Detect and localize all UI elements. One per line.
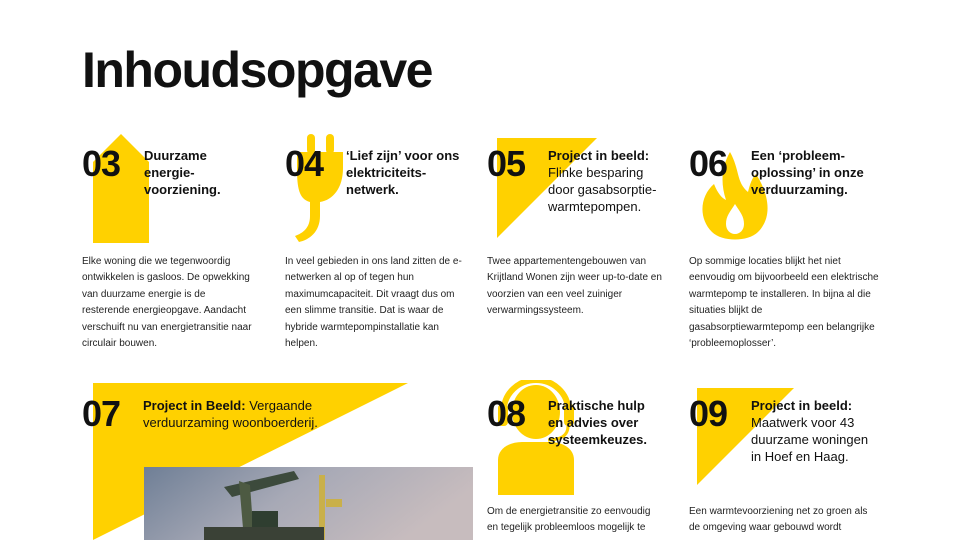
- toc-number: 06: [689, 143, 728, 184]
- toc-description: Om de energietransitie zo eenvoudig en tegelijk probleemloos mogelijk te: [487, 506, 651, 534]
- toc-heading-text: Flinke besparing door gasabsorptie-warmtepompen.: [548, 165, 657, 214]
- toc-heading-bold: Een ‘probleem-oplossing’ in onze verduurzaming.: [751, 148, 864, 197]
- toc-heading: [548, 147, 673, 215]
- toc-number: 08: [487, 393, 526, 434]
- toc-heading-bold: Project in beeld:: [548, 148, 650, 163]
- toc-heading: [548, 397, 663, 448]
- toc-number: 03: [82, 143, 121, 184]
- toc-heading-bold: Project in Beeld:: [143, 398, 246, 413]
- toc-description: Twee appartementengebouwen van Krijtland Wonen zijn weer up-to-date en voorzien van een veel zuiniger verwarmingssysteem.: [487, 256, 662, 317]
- toc-number: 05: [487, 143, 526, 184]
- project-photo: [144, 467, 473, 540]
- toc-description: Een warmtevoorziening net zo groen als de omgeving waar gebouwd wordt: [689, 506, 868, 534]
- toc-description: In veel gebieden in ons land zitten de e-netwerken al op of tegen hun maximumcapaciteit. Dit vraagt dus om een slimme transitie. Dat is waar de hybride warmtepompinstallatie kan helpen.: [285, 256, 462, 350]
- toc-heading: [751, 147, 876, 198]
- toc-heading-text: Vergaande verduurzaming woonboerderij.: [143, 398, 318, 430]
- toc-number: 07: [82, 393, 121, 434]
- toc-heading-bold: Project in beeld:: [751, 398, 853, 413]
- toc-heading: [144, 147, 254, 198]
- toc-description: Elke woning die we tegenwoordig ontwikkelen is gasloos. De opwekking van duurzame energie is de resterende energieopgave. Aandacht verschuift nu van energietransitie naar circulair bouwen.: [82, 256, 252, 350]
- toc-heading: [346, 147, 471, 198]
- toc-number: 04: [285, 143, 324, 184]
- toc-heading: [751, 397, 881, 465]
- toc-heading-bold: Praktische hulp en advies over systeemkeuzes.: [548, 398, 648, 447]
- page-title: Inhoudsopgave: [82, 42, 432, 98]
- toc-heading-text: Maatwerk voor 43 duurzame woningen in Hoef en Haag.: [751, 415, 869, 464]
- toc-heading: [143, 397, 343, 431]
- toc-heading-bold: ‘Lief zijn’ voor ons elektriciteits-netwerk.: [346, 148, 460, 197]
- toc-heading-bold: Duurzame energie-voorziening.: [144, 148, 221, 197]
- toc-number: 09: [689, 393, 728, 434]
- toc-description: Op sommige locaties blijkt het niet eenvoudig om bijvoorbeeld een elektrische warmtepomp te installeren. In bijna al die situaties blijkt de gasabsorptiewarmtepomp een belangrijke ‘probleemoplosser’.: [689, 256, 879, 350]
